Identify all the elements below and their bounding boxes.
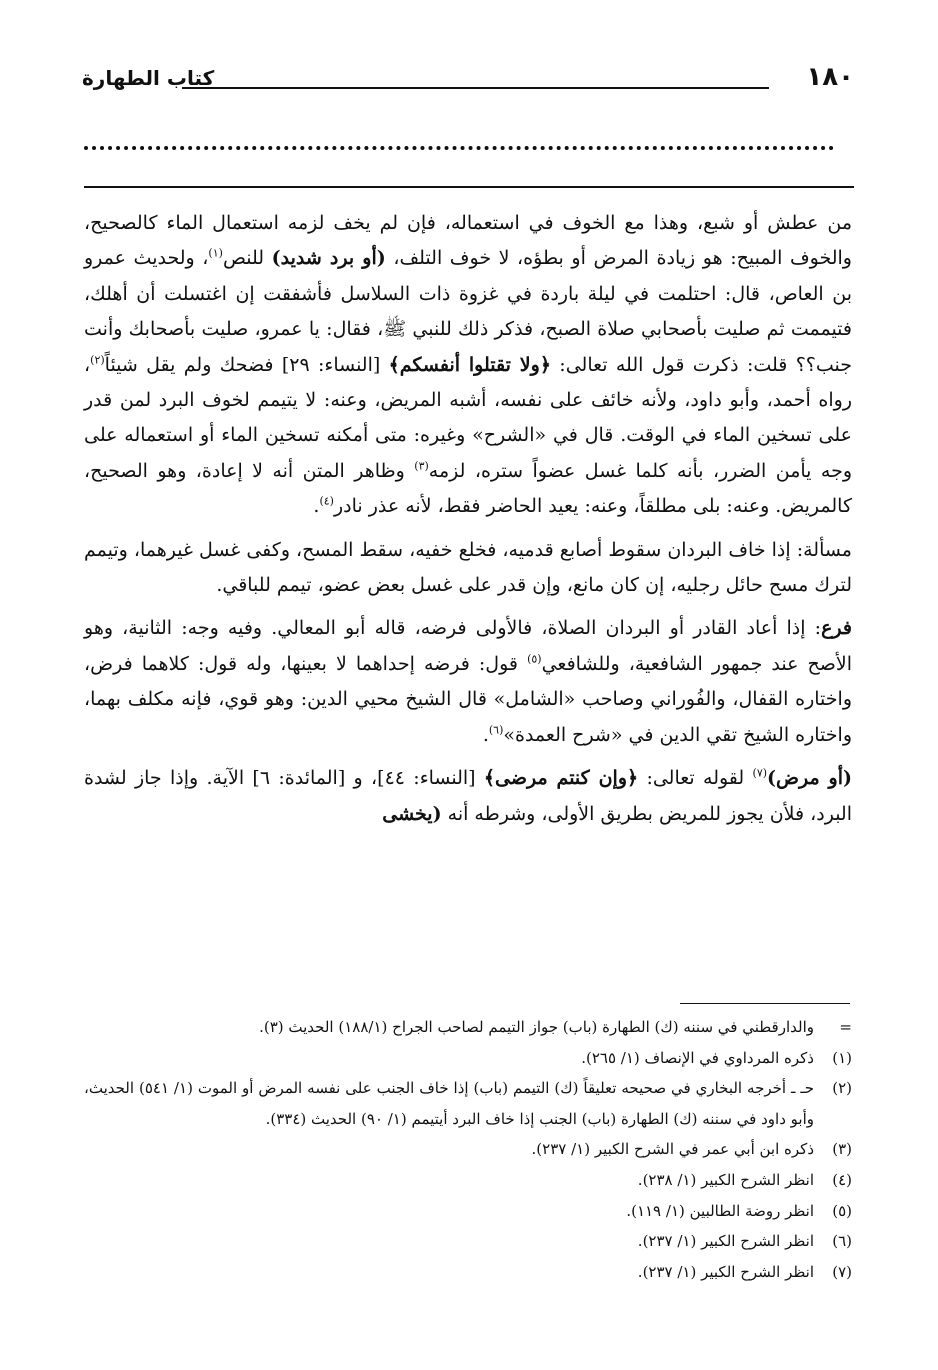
footnote-item <box>84 1134 852 1165</box>
paragraph-3 <box>84 611 852 753</box>
footnote-text: ذكره المرداوي في الإنصاف (١/ ٢٦٥). <box>581 1048 814 1067</box>
text-run: ، رواه أحمد، وأبو داود، ولأنه خائف على نفسه، أشبه المريض، وعنه: لا يتيمم لخوف البرد لمن قدر على تسخين الماء في الوقت. قال في «الشرح» وغيره: متى أمكنه تسخين الماء أو استعماله على وجه يأمن الضرر، بأنه كلما غسل عضواً ستره، لزمه <box>84 353 852 482</box>
section-label: فرع <box>821 617 852 640</box>
text-run: قول: فرضه إحداهما لا بعينها، وله قول: كلاهما فرض، واختاره القفال، والفُوراني وصاحب «الشامل» قال الشيخ محيي الدين: وهو قوي، فإنه مكلف بهما، واختاره الشيخ تقي الدين في «شرح العمدة» <box>84 652 852 746</box>
book-title: كتاب الطهارة <box>82 66 215 90</box>
matn-quote: (أو مرض) <box>767 767 852 790</box>
footnote-item <box>84 1165 852 1196</box>
footnote-mark: (١) <box>832 1048 852 1067</box>
quran-quote: ﴿ولا تقتلوا أنفسكم﴾ <box>388 353 551 376</box>
footnote-ref: (٧) <box>752 766 768 780</box>
footnote-text: انظر روضة الطالبين (١/ ١١٩). <box>626 1201 814 1220</box>
text-run: : إذا أعاد القادر أو البردان الصلاة، فالأولى فرضه، قاله أبو المعالي. وفيه وجه: الثانية، وهو الأصح عند جمهور الشافعية، وللشافعي <box>84 617 852 675</box>
commentary-top-rule <box>84 186 854 188</box>
footnote-mark: (٧) <box>832 1262 852 1281</box>
commentary-body <box>84 206 852 840</box>
text-run: ، ولحديث عمرو بن العاص، قال: احتلمت في ليلة باردة في غزوة ذات السلاسل فأشفقت إن اغتسلت أن أهلك، فتيممت ثم صليت بأصحابي صلاة الصبح، فذكر ذلك للنبي ﷺ، فقال: يا عمرو، صليت بأصحابك وأنت جنب؟؟ قلت: ذكرت قول الله تعالى: <box>84 247 853 376</box>
footnote-text: ذكره ابن أبي عمر في الشرح الكبير (١/ ٢٣٧). <box>531 1140 814 1159</box>
page-header <box>82 62 854 102</box>
text-run: من عطش أو شبع، وهذا مع الخوف في استعماله، فإن لم يخف لزمه استعمال الماء كالصحيح، والخوف المبيح: هو زيادة المرض أو بطؤه، لا خوف التلف، <box>84 212 852 270</box>
footnote-text: انظر الشرح الكبير (١/ ٢٣٧). <box>637 1232 814 1251</box>
quran-quote: ﴿وإن كنتم مرضى﴾ <box>483 767 639 790</box>
header-rule <box>182 87 769 89</box>
footnote-item <box>84 1226 852 1257</box>
footnote-text: انظر الشرح الكبير (١/ ٢٣٨). <box>637 1170 814 1189</box>
matn-quote: (أو برد شديد) <box>271 247 386 270</box>
paragraph-2 <box>84 533 852 604</box>
footnote-item <box>84 1012 852 1043</box>
footnotes <box>84 1012 852 1287</box>
text-run: [النساء: ٤٤]، و [المائدة: ٦] الآية. وإذا جاز لشدة البرد، فلأن يجوز للمريض بطريق الأولى، وشرطه أنه <box>84 767 852 825</box>
matn-dotted-separator <box>84 146 834 150</box>
text-run: مسألة: إذا خاف البردان سقوط أصابع قدميه، فخلع خفيه، سقط المسح، وكفى غسل غيرهما، وتيمم لترك مسح حائل رجليه، إن كان مانع، وإن قدر على غسل بعض عضو، تيمم للباقي. <box>84 538 852 597</box>
text-run: . <box>482 723 489 746</box>
footnote-ref: (٢) <box>90 353 105 367</box>
page-number: ١٨٠ <box>806 62 854 92</box>
footnote-mark: (٦) <box>832 1232 852 1251</box>
footnote-ref: (٦) <box>488 723 504 737</box>
paragraph-1 <box>84 206 852 525</box>
footnote-item <box>84 1257 852 1288</box>
footnote-ref: (٣) <box>414 459 429 473</box>
footnote-ref: (٤) <box>319 494 334 508</box>
footnote-ref: (١) <box>208 247 223 261</box>
paragraph-4 <box>84 761 852 832</box>
footnote-item <box>84 1073 852 1134</box>
text-run: . <box>313 495 320 518</box>
footnote-item <box>84 1043 852 1074</box>
text-run: للنص <box>222 247 272 270</box>
footnote-mark: (٤) <box>832 1170 852 1189</box>
footnote-rule <box>680 1003 850 1004</box>
footnote-mark: = <box>839 1018 852 1036</box>
text-run: وظاهر المتن أنه لا إعادة، وهو الصحيح، كالمريض. وعنه: بلى مطلقاً، وعنه: يعيد الحاضر فقط، لأنه عذر نادر <box>84 459 852 518</box>
text-run: [النساء: ٢٩] فضحك ولم يقل شيئاً <box>104 353 389 376</box>
text-run: لقوله تعالى: <box>638 767 753 790</box>
footnote-text: والدارقطني في سننه (ك) الطهارة (باب) جواز التيمم لصاحب الجراح (١٨٨/١) الحديث (٣). <box>259 1018 814 1036</box>
footnote-item <box>84 1196 852 1227</box>
footnote-mark: (٣) <box>832 1140 852 1159</box>
footnote-mark: (٥) <box>832 1201 852 1220</box>
footnote-text: انظر الشرح الكبير (١/ ٢٣٧). <box>637 1262 814 1281</box>
footnote-text: حـ ـ أخرجه البخاري في صحيحه تعليقاً (ك) التيمم (باب) إذا خاف الجنب على نفسه المرض أو الموت (١/ ٥٤١) الحديث، وأبو داود في سننه (ك) الطهارة (باب) الجنب إذا خاف البرد أيتيمم (١/ ٩٠) الحديث (٣٣٤). <box>84 1079 814 1128</box>
matn-quote: (يخشى <box>382 802 442 825</box>
footnote-mark: (٢) <box>832 1079 852 1098</box>
footnote-ref: (٥) <box>527 652 542 666</box>
